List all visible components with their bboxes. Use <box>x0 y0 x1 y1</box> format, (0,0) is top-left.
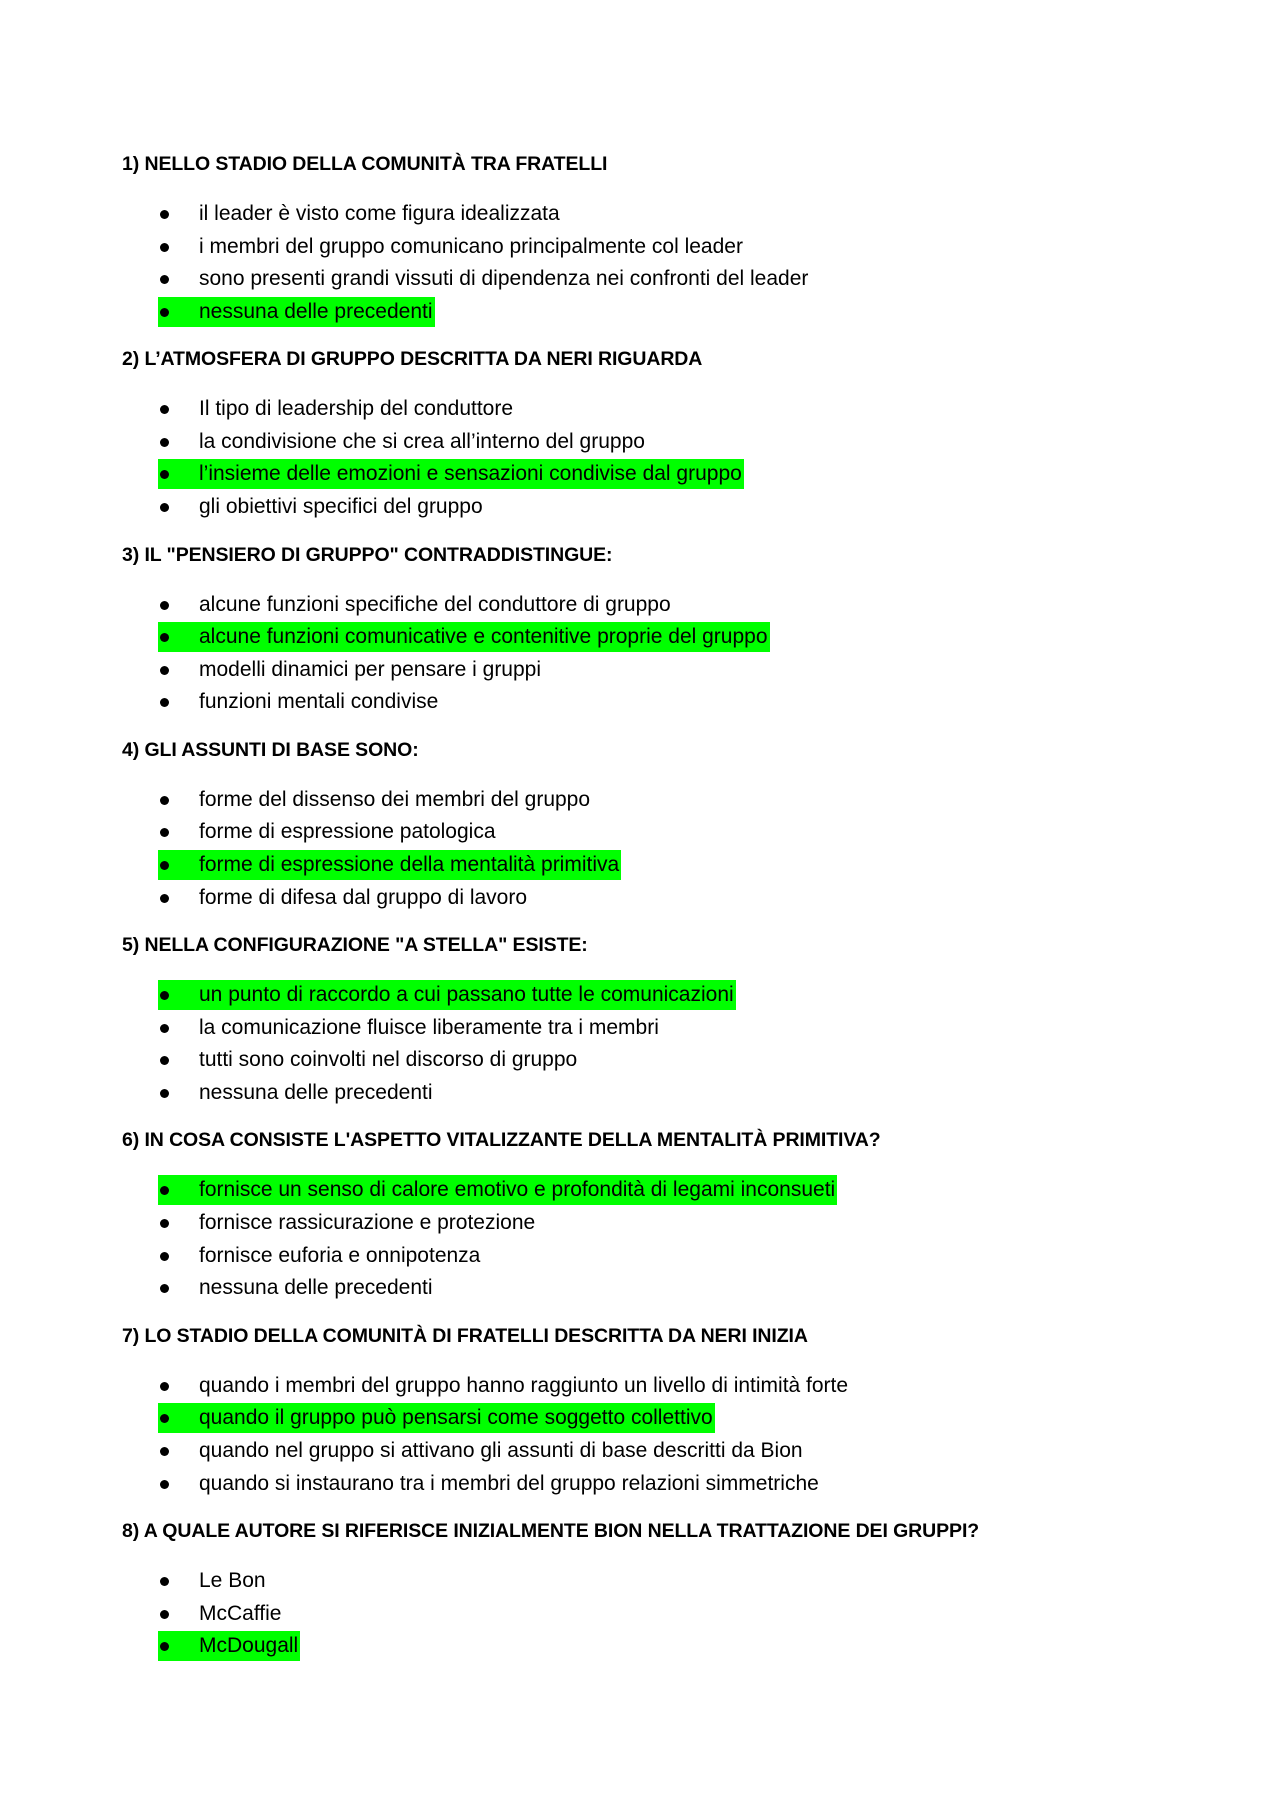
answer-item-correct <box>160 980 734 1013</box>
bullet-icon <box>160 894 169 903</box>
question-block <box>122 1128 1162 1323</box>
answer-list <box>160 1175 836 1305</box>
question-title: 4) GLI ASSUNTI DI BASE SONO: <box>122 738 419 761</box>
answer-item-correct <box>160 622 768 655</box>
answer-text: fornisce euforia e onnipotenza <box>199 1243 481 1267</box>
answer-text: alcune funzioni comunicative e contenitive proprie del gruppo <box>199 625 768 649</box>
bullet-icon <box>160 828 169 837</box>
answer-item <box>160 492 483 525</box>
answer-text: la condivisione che si crea all’interno del gruppo <box>199 429 645 453</box>
question-title: 8) A QUALE AUTORE SI RIFERISCE INIZIALMENTE BION NELLA TRATTAZIONE DEI GRUPPI? <box>122 1520 980 1543</box>
answer-text: forme di difesa dal gruppo di lavoro <box>199 885 528 909</box>
answer-list <box>160 980 734 1110</box>
answer-item <box>160 1469 819 1502</box>
question-title: 7) LO STADIO DELLA COMUNITÀ DI FRATELLI DESCRITTA DA NERI INIZIA <box>122 1324 808 1347</box>
answer-item <box>160 394 514 427</box>
question-title: 2) L’ATMOSFERA DI GRUPPO DESCRITTA DA NERI RIGUARDA <box>122 348 703 371</box>
answer-item-correct <box>160 1631 299 1664</box>
bullet-icon <box>160 1610 169 1619</box>
answer-item-correct <box>160 297 433 330</box>
answer-text: Le Bon <box>199 1569 266 1593</box>
answer-text: un punto di raccordo a cui passano tutte le comunicazioni <box>199 983 734 1007</box>
question-title: 6) IN COSA CONSISTE L'ASPETTO VITALIZZANTE DELLA MENTALITÀ PRIMITIVA? <box>122 1129 881 1152</box>
answer-list <box>160 785 620 915</box>
answer-item <box>160 1045 578 1078</box>
answer-item-correct <box>160 850 620 883</box>
answer-item <box>160 883 528 916</box>
question-block <box>122 1324 1162 1519</box>
answer-item <box>160 427 645 460</box>
bullet-icon <box>160 796 169 805</box>
answer-list <box>160 394 742 524</box>
bullet-icon <box>160 405 169 414</box>
bullet-icon <box>160 503 169 512</box>
answer-item <box>160 687 439 720</box>
answer-text: quando il gruppo può pensarsi come soggetto collettivo <box>199 1406 713 1430</box>
question-title: 1) NELLO STADIO DELLA COMUNITÀ TRA FRATELLI <box>122 153 608 175</box>
answer-item <box>160 1371 849 1404</box>
bullet-icon <box>160 1252 169 1261</box>
answer-text: il leader è visto come figura idealizzata <box>199 202 560 225</box>
bullet-icon <box>160 438 169 447</box>
bullet-icon <box>160 861 169 870</box>
answer-text: forme di espressione patologica <box>199 820 496 844</box>
answer-item <box>160 264 809 297</box>
bullet-icon <box>160 601 169 610</box>
bullet-icon <box>160 1447 169 1456</box>
answer-item-correct <box>160 1403 713 1436</box>
bullet-icon <box>160 210 169 219</box>
answer-text: alcune funzioni specifiche del conduttore di gruppo <box>199 592 671 616</box>
answer-item <box>160 1599 282 1632</box>
question-block <box>122 1519 1162 1714</box>
answer-item <box>160 1566 266 1599</box>
answer-text: quando nel gruppo si attivano gli assunti di base descritti da Bion <box>199 1438 803 1462</box>
bullet-icon <box>160 308 169 317</box>
answer-text: la comunicazione fluisce liberamente tra i membri <box>199 1015 659 1039</box>
answer-text: l’insieme delle emozioni e sensazioni condivise dal gruppo <box>199 462 742 486</box>
answer-text: McCaffie <box>199 1601 282 1625</box>
question-title: 5) NELLA CONFIGURAZIONE "A STELLA" ESISTE: <box>122 934 588 957</box>
answer-text: modelli dinamici per pensare i gruppi <box>199 657 542 681</box>
bullet-icon <box>160 1480 169 1489</box>
answer-text: tutti sono coinvolti nel discorso di gruppo <box>199 1048 578 1072</box>
answer-text: sono presenti grandi vissuti di dipendenza nei confronti del leader <box>199 267 809 291</box>
answer-list <box>160 199 809 329</box>
question-title: 3) IL "PENSIERO DI GRUPPO" CONTRADDISTINGUE: <box>122 543 613 566</box>
answer-list <box>160 1566 299 1664</box>
answer-item-correct <box>160 1175 836 1208</box>
answer-item <box>160 1208 536 1241</box>
answer-text: forme di espressione della mentalità primitiva <box>199 853 620 877</box>
answer-text: gli obiettivi specifici del gruppo <box>199 495 483 519</box>
question-block <box>122 152 1162 347</box>
bullet-icon <box>160 1056 169 1065</box>
answer-item <box>160 655 542 688</box>
answer-item <box>160 1078 433 1111</box>
question-list <box>122 152 1162 1714</box>
answer-text: i membri del gruppo comunicano principalmente col leader <box>199 234 743 258</box>
answer-text: nessuna delle precedenti <box>199 1276 433 1300</box>
answer-text: quando i membri del gruppo hanno raggiunto un livello di intimità forte <box>199 1373 849 1397</box>
bullet-icon <box>160 1089 169 1098</box>
bullet-icon <box>160 275 169 284</box>
answer-text: fornisce un senso di calore emotivo e profondità di legami inconsueti <box>199 1178 836 1202</box>
answer-item <box>160 590 671 623</box>
bullet-icon <box>160 698 169 707</box>
answer-item <box>160 1013 659 1046</box>
answer-item <box>160 817 496 850</box>
answer-item <box>160 1241 481 1274</box>
bullet-icon <box>160 1219 169 1228</box>
question-block <box>122 543 1162 738</box>
answer-item <box>160 785 591 818</box>
answer-text: fornisce rassicurazione e protezione <box>199 1211 536 1235</box>
answer-text: nessuna delle precedenti <box>199 1080 433 1104</box>
answer-item <box>160 199 560 232</box>
answer-list <box>160 590 768 720</box>
answer-item <box>160 1273 433 1306</box>
answer-item <box>160 1436 803 1469</box>
question-block <box>122 933 1162 1128</box>
bullet-icon <box>160 1024 169 1033</box>
bullet-icon <box>160 666 169 675</box>
answer-item <box>160 232 743 265</box>
answer-list <box>160 1371 849 1501</box>
bullet-icon <box>160 1284 169 1293</box>
question-block <box>122 347 1162 542</box>
answer-text: funzioni mentali condivise <box>199 690 439 714</box>
bullet-icon <box>160 1577 169 1586</box>
answer-text: McDougall <box>199 1634 299 1658</box>
bullet-icon <box>160 243 169 252</box>
answer-text: Il tipo di leadership del conduttore <box>199 397 514 421</box>
bullet-icon <box>160 1382 169 1391</box>
question-block <box>122 738 1162 933</box>
answer-item-correct <box>160 459 742 492</box>
answer-text: forme del dissenso dei membri del gruppo <box>199 787 591 811</box>
answer-text: quando si instaurano tra i membri del gruppo relazioni simmetriche <box>199 1471 819 1495</box>
answer-text: nessuna delle precedenti <box>199 299 433 323</box>
